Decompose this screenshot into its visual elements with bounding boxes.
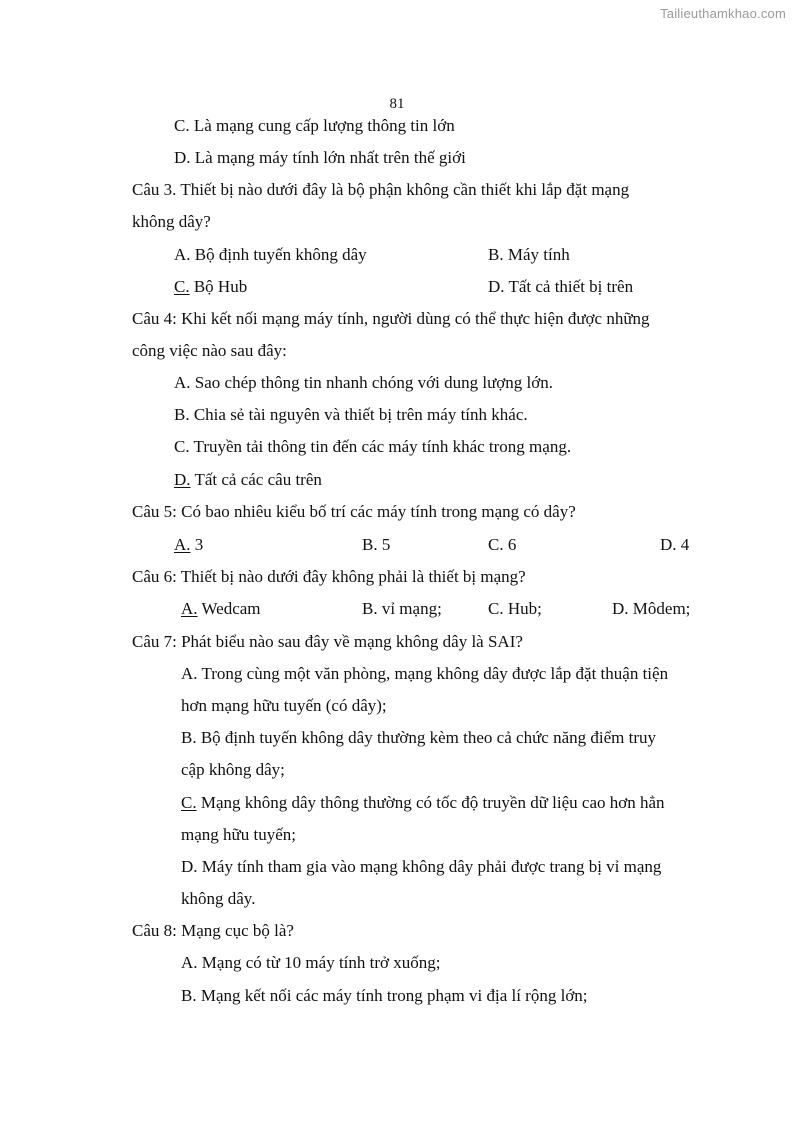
- q5-option-a-text: 3: [190, 535, 204, 554]
- q6-stem: Câu 6: Thiết bị nào dưới đây không phải là thiết bị mạng?: [132, 567, 526, 586]
- q7-option-c-line1: [181, 793, 665, 813]
- q7-option-b-line2: cập không dây;: [181, 760, 285, 779]
- q7-option-d-line2: không dây.: [181, 889, 256, 908]
- q5-option-a: [174, 535, 203, 555]
- watermark: Tailieuthamkhao.com: [660, 6, 786, 21]
- q6-option-a-text: Wedcam: [197, 599, 261, 618]
- answer-mark: D.: [174, 470, 191, 489]
- q7-option-a-line1: A. Trong cùng một văn phòng, mạng không dây được lắp đặt thuận tiện: [181, 664, 669, 683]
- q3-option-b: B. Máy tính: [488, 245, 570, 264]
- q7-stem: Câu 7: Phát biểu nào sau đây về mạng không dây là SAI?: [132, 632, 523, 651]
- q3-option-a: A. Bộ định tuyến không dây: [174, 245, 367, 264]
- q4-stem-line1: Câu 4: Khi kết nối mạng máy tính, người dùng có thể thực hiện được những: [132, 309, 650, 328]
- q3-option-d: D. Tất cả thiết bị trên: [488, 277, 634, 296]
- q3-stem-line2: không dây?: [132, 212, 211, 231]
- q6-option-c: C. Hub;: [488, 599, 542, 618]
- q8-option-b: B. Mạng kết nối các máy tính trong phạm vi địa lí rộng lớn;: [181, 986, 588, 1005]
- q5-option-b: B. 5: [362, 535, 391, 554]
- q4-option-d-text: Tất cả các câu trên: [190, 470, 322, 489]
- q7-option-a-line2: hơn mạng hữu tuyến (có dây);: [181, 696, 387, 715]
- q5-option-d: D. 4: [660, 535, 690, 554]
- q4-option-c: C. Truyền tải thông tin đến các máy tính khác trong mạng.: [174, 437, 572, 456]
- answer-mark: A.: [181, 599, 198, 618]
- q3-option-c: [174, 277, 247, 297]
- q6-option-a: [181, 599, 261, 619]
- q7-option-c-line2: mạng hữu tuyến;: [181, 825, 296, 844]
- q4-option-b: B. Chia sẻ tài nguyên và thiết bị trên máy tính khác.: [174, 405, 528, 424]
- answer-mark: C.: [181, 793, 197, 812]
- q2-option-c: C. Là mạng cung cấp lượng thông tin lớn: [174, 116, 455, 135]
- page-number: 81: [389, 96, 405, 112]
- q8-option-a: A. Mạng có từ 10 máy tính trở xuống;: [181, 953, 441, 972]
- q7-option-c-text: Mạng không dây thông thường có tốc độ truyền dữ liệu cao hơn hẳn: [196, 793, 665, 812]
- q3-stem-line1: Câu 3. Thiết bị nào dưới đây là bộ phận không cần thiết khi lắp đặt mạng: [132, 180, 630, 199]
- answer-mark: C.: [174, 277, 190, 296]
- q7-option-b-line1: B. Bộ định tuyến không dây thường kèm theo cả chức năng điểm truy: [181, 728, 656, 747]
- q5-stem: Câu 5: Có bao nhiêu kiểu bố trí các máy tính trong mạng có dây?: [132, 502, 576, 521]
- q4-stem-line2: công việc nào sau đây:: [132, 341, 287, 360]
- q4-option-a: A. Sao chép thông tin nhanh chóng với dung lượng lớn.: [174, 373, 553, 392]
- q4-option-d: [174, 470, 322, 490]
- q5-option-c: C. 6: [488, 535, 517, 554]
- q8-stem: Câu 8: Mạng cục bộ là?: [132, 921, 294, 940]
- answer-mark: A.: [174, 535, 191, 554]
- q6-option-b: B. vỉ mạng;: [362, 599, 442, 618]
- q3-option-c-text: Bộ Hub: [189, 277, 248, 296]
- q2-option-d: D. Là mạng máy tính lớn nhất trên thế giới: [174, 148, 466, 167]
- q6-option-d: D. Môdem;: [612, 599, 691, 618]
- q7-option-d-line1: D. Máy tính tham gia vào mạng không dây phải được trang bị vỉ mạng: [181, 857, 662, 876]
